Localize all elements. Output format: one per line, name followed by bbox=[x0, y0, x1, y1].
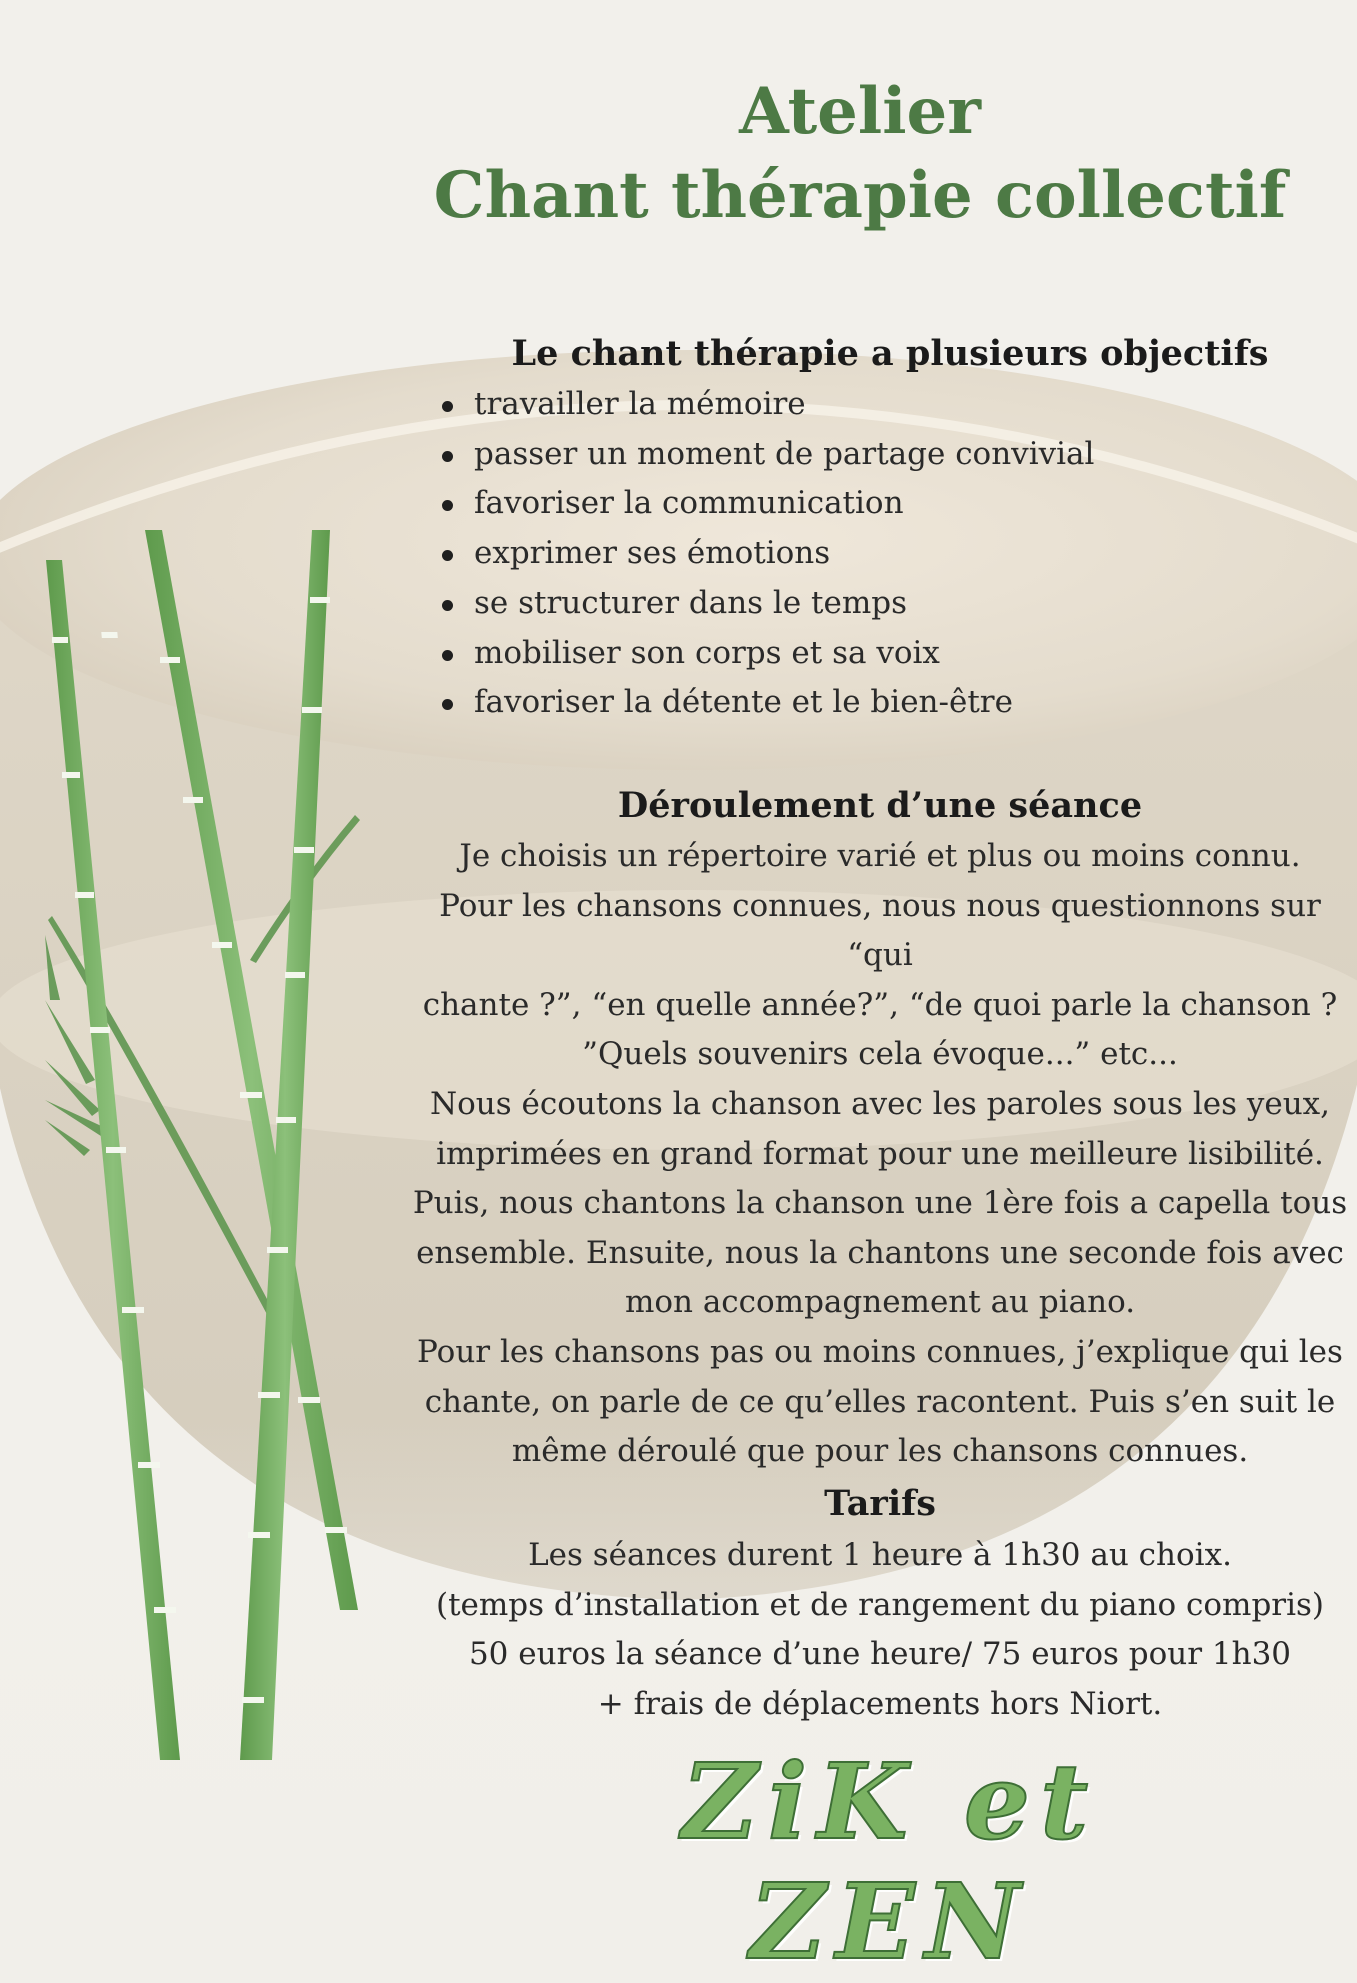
pricing-line: Les séances durent 1 heure à 1h30 au choix. bbox=[528, 1537, 1232, 1573]
pricing-line: 50 euros la séance d’une heure/ 75 euros pour 1h30 bbox=[468, 1636, 1292, 1673]
title-line-1: Atelier bbox=[739, 74, 981, 149]
session-description bbox=[410, 832, 1350, 1477]
session-line: ”Quels souvenirs cela évoque...” etc... bbox=[582, 1036, 1178, 1073]
objective-item: passer un moment de partage convivial bbox=[440, 430, 1200, 480]
session-line: Pour les chansons connues, nous nous questionnons sur “qui bbox=[439, 887, 1321, 974]
brand-logo: ZiK et ZEN bbox=[681, 1740, 1099, 1983]
session-line: Je choisis un répertoire varié et plus ou moins connu. bbox=[459, 838, 1301, 874]
pricing-line: + frais de déplacements hors Niort. bbox=[597, 1685, 1163, 1722]
session-line: Nous écoutons la chanson avec les paroles sous les yeux, bbox=[429, 1085, 1330, 1122]
title-line-2: Chant thérapie collectif bbox=[433, 158, 1287, 233]
session-line: même déroulé que pour les chansons connues. bbox=[511, 1433, 1249, 1470]
objectives-list bbox=[440, 380, 1200, 728]
objective-item: travailler la mémoire bbox=[440, 380, 1200, 430]
session-line: ensemble. Ensuite, nous la chantons une seconde fois avec bbox=[416, 1234, 1344, 1271]
session-line: Puis, nous chantons la chanson une 1ère fois a capella tous bbox=[412, 1185, 1348, 1222]
session-line: chante ?”, “en quelle année?”, “de quoi parle la chanson ? bbox=[422, 986, 1338, 1023]
session-line: imprimées en grand format pour une meilleure lisibilité. bbox=[436, 1135, 1324, 1172]
pricing-heading: Tarifs bbox=[824, 1483, 936, 1524]
objectives-heading: Le chant thérapie a plusieurs objectifs bbox=[511, 333, 1269, 374]
session-line: mon accompagnement au piano. bbox=[624, 1284, 1136, 1321]
session-line: chante, on parle de ce qu’elles racontent. Puis s’en suit le bbox=[424, 1383, 1336, 1420]
objective-item: favoriser la détente et le bien-être bbox=[440, 678, 1200, 728]
objective-item: exprimer ses émotions bbox=[440, 529, 1200, 579]
pricing-line: (temps d’installation et de rangement du piano compris) bbox=[435, 1586, 1325, 1623]
objective-item: se structurer dans le temps bbox=[440, 579, 1200, 629]
objective-item: favoriser la communication bbox=[440, 479, 1200, 529]
session-line: Pour les chansons pas ou moins connues, j’explique qui les bbox=[417, 1333, 1343, 1370]
pricing-details bbox=[410, 1531, 1350, 1729]
objective-item: mobiliser son corps et sa voix bbox=[440, 629, 1200, 679]
session-heading: Déroulement d’une séance bbox=[617, 785, 1143, 826]
